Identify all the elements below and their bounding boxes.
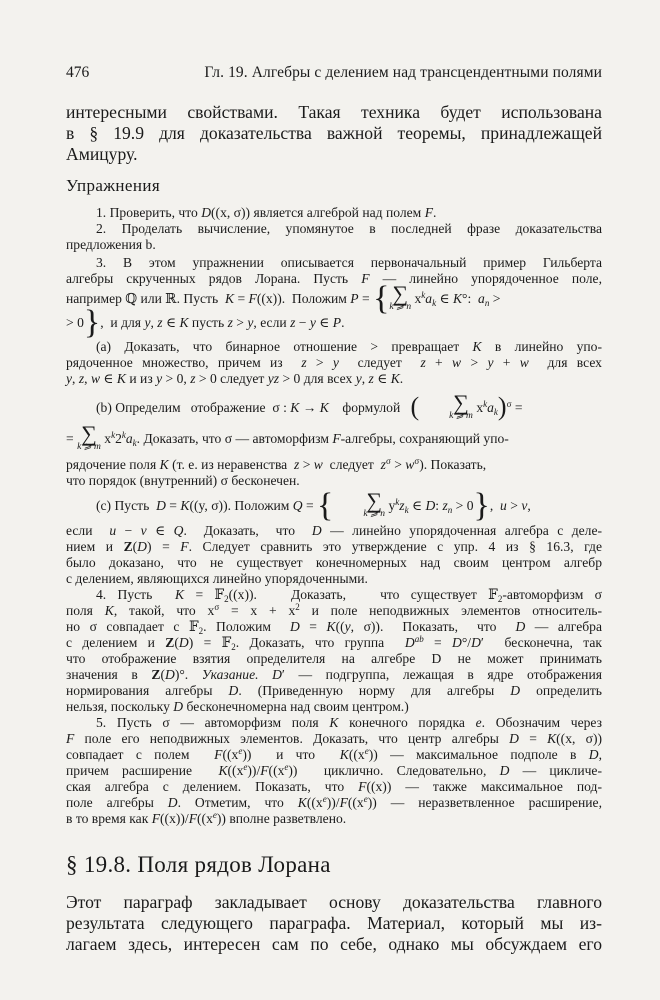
intro-line-1: интересными свойствами. Такая техника будет использована: [66, 102, 602, 122]
exercise-5-line-7: в то время как $F((x))/F((x^e))$ вполне разветвлено.: [66, 810, 347, 826]
exercise-3c-line-2: если u − v ∈ Q. Доказать, что D — линейно упорядоченная алгебра с деле-: [66, 523, 603, 538]
exercise-5-line-3: совпадает с полем $F((x^e))$ и что $K((x^e))$ — максимальное подполе в D,: [66, 746, 603, 762]
exercise-4-line-3: но σ совпадает с 𝔽$_2$. Положим D = K((y, σ)). Показать, что D — алгебра: [66, 619, 602, 636]
exercise-5-line-2: F поле его неподвижных элементов. Доказать, что центр алгебры D = K((x, σ)): [66, 731, 603, 746]
exercise-3a-line-1: (a) Доказать, что бинарное отношение > превращает K в линейно упо-: [96, 339, 602, 354]
exercise-3a-line-3: y, z, w ∈ K и из y > 0, z > 0 следует yz > 0 для всех y, z ∈ K.: [66, 371, 404, 386]
outro-line-1: Этот параграф закладывает основу доказательства главного: [66, 892, 602, 912]
exercise-1: 1. Проверить, что D((x, σ)) является алгеброй над полем F.: [96, 205, 437, 220]
exercise-2-line-2: предложения b.: [66, 237, 156, 252]
exercise-3c-line-1: (c) Пусть D = K((y, σ)). Положим Q = { ∑ k ⩾ n $y^kz_k$ ∈ D: $z_n > 0$}, u > v,: [96, 486, 531, 524]
exercise-5-line-4: причем расширение $K((x^e))/F((x^e))$ циклично. Следовательно, D — цикличе-: [66, 762, 602, 778]
exercise-4-line-2: поля K, такой, что $x^\sigma = x + x^2$ и поле неподвижных элементов относитель-: [66, 602, 602, 618]
exercise-4-line-5: что отображение взятия определителя на алгебре D не может принимать: [66, 651, 602, 666]
exercise-3c-line-4: было доказано, что не существует конечномерных над своим центром алгебр: [66, 555, 602, 570]
exercise-3-line-2: алгебры скрученных рядов Лорана. Пусть F — линейно упорядоченное поле,: [66, 271, 602, 286]
exercise-3b-line-2: = ∑ k ⩾ m $x^k2^ka_k$. Доказать, что σ — автоморфизм F-алгебры, сохраняющий упо-: [66, 421, 509, 452]
exercise-4-line-4: с делением и Z(D) = 𝔽$_2$. Доказать, что группа $D^{ab} = D^\circ/D'$ бесконечна, так: [66, 634, 602, 652]
exercise-3-line-1: 3. В этом упражнении описывается первоначальный пример Гильберта: [96, 255, 602, 270]
exercise-5-line-5: ская алгебра с делением. Показать, что F((x)) — также максимальное под-: [66, 779, 602, 794]
page-number: 476: [66, 64, 90, 81]
outro-line-2: результата следующего параграфа. Материал, который мы из-: [66, 913, 602, 933]
exercise-3-line-3: например ℚ или ℝ. Пусть K = F((x)). Положим P = { ∑ k ⩾ n $x^ka_k$ ∈ K°: $a_n$ >: [66, 279, 501, 317]
intro-line-2: в § 19.9 для доказательства важной теоремы, принадлежащей: [66, 123, 602, 143]
exercise-4-line-8: нельзя, поскольку D бесконечномерна над своим центром.): [66, 699, 409, 714]
running-title: Гл. 19. Алгебры с делением над трансцендентными полями: [204, 64, 602, 81]
section-heading: § 19.8. Поля рядов Лорана: [66, 852, 331, 877]
exercises-heading: Упражнения: [66, 176, 161, 195]
exercise-5-line-1: 5. Пусть σ — автоморфизм поля K конечного порядка e. Обозначим через: [96, 715, 602, 730]
outro-line-3: лагаем здесь, интересен сам по себе, однако мы обсуждаем его: [66, 934, 602, 954]
exercise-3b-line-3: рядочение поля K (т. е. из неравенства z > w следует $z^\sigma > w^\sigma$). Показать,: [66, 456, 487, 472]
exercise-4-line-1: 4. Пусть K = 𝔽$_2$((x)). Доказать, что существует 𝔽$_2$-автоморфизм σ: [96, 587, 602, 604]
exercise-3-line-4: > 0}, и для y, z ∈ K пусть z > y, если z − y ∈ P.: [66, 304, 345, 341]
intro-line-3: Амицуру.: [66, 144, 138, 164]
exercise-4-line-6: значения в Z(D)°. Указание. D′ — подгруппа, лежащая в ядре отображения: [66, 667, 602, 682]
exercise-3c-line-5: с делением, являющихся линейно упорядоченными.: [66, 571, 368, 586]
exercise-3b-line-1: (b) Определим отображение σ : K → K формулой ( ∑ k ⩾ m $x^ka_k)^\sigma$ =: [96, 390, 523, 421]
exercise-3a-line-2: рядоченное множество, причем из z > y следует z + w > y + w для всех: [66, 355, 602, 370]
exercise-2-line-1: 2. Проделать вычисление, упомянутое в последней фразе доказательства: [96, 221, 602, 236]
exercise-5-line-6: поле алгебры D. Отметим, что $K((x^e))/F((x^e))$ — неразветвленное расширение,: [66, 794, 602, 810]
exercise-3b-line-4: что порядок (внутренний) σ бесконечен.: [66, 473, 300, 488]
exercise-3c-line-3: нием и Z(D) = F. Следует сравнить это утверждение с упр. 4 из § 16.3, где: [66, 539, 603, 554]
page-header: [66, 64, 602, 86]
exercise-4-line-7: нормирования алгебры D. (Приведенную норму для алгебры D определить: [66, 683, 602, 698]
